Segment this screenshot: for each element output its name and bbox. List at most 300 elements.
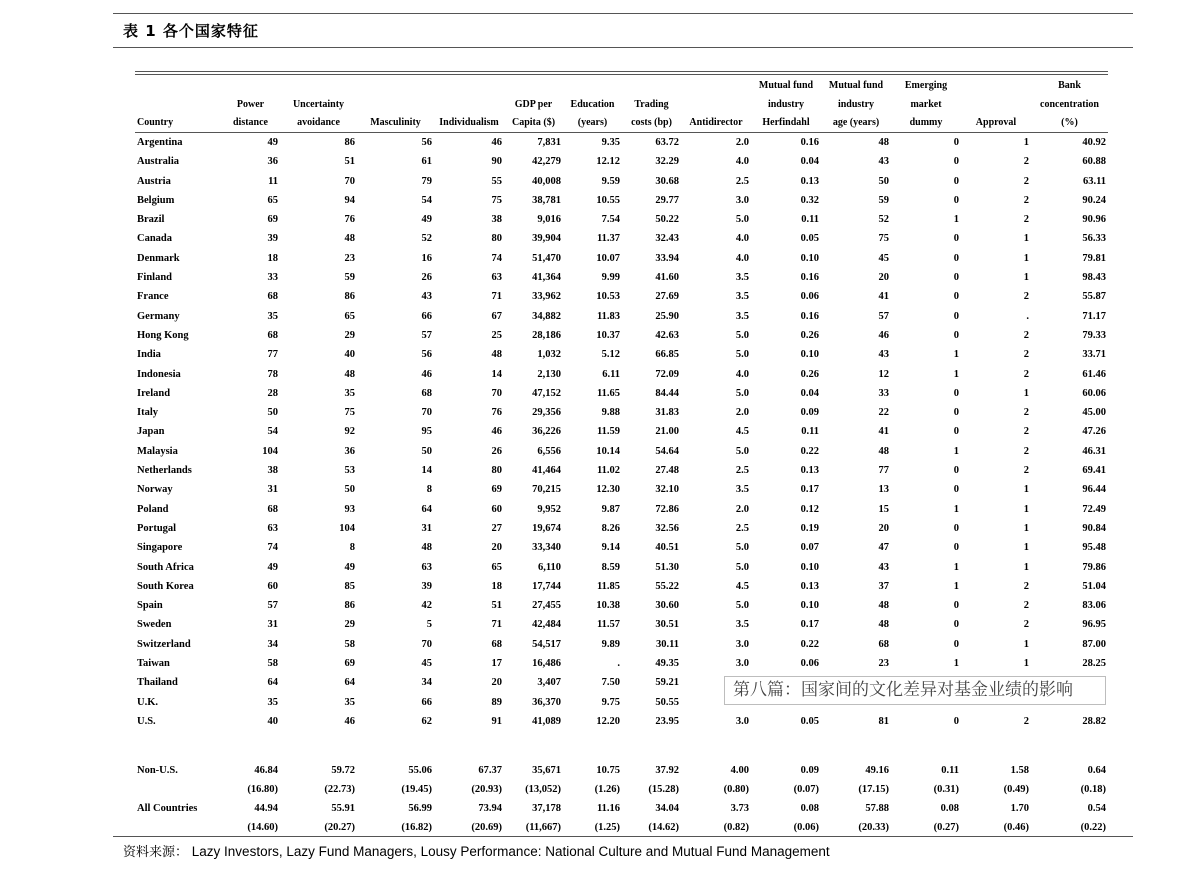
value-cell: 48 — [491, 349, 502, 361]
value-cell: 1 — [1023, 542, 1029, 554]
column-header: Uncertainty — [292, 99, 345, 110]
table-row — [135, 345, 1108, 364]
value-cell: 0.22 — [800, 445, 819, 457]
value-cell: 1 — [953, 349, 959, 361]
value-cell: 12.20 — [596, 715, 620, 727]
table-row — [135, 461, 1108, 480]
value-cell: 0 — [953, 619, 959, 631]
value-cell: 33,962 — [532, 291, 561, 303]
value-cell: 87.00 — [1082, 638, 1106, 650]
value-cell: 72.49 — [1082, 503, 1106, 515]
table-row — [135, 152, 1108, 171]
value-cell: 70 — [421, 407, 432, 419]
value-cell: 55.87 — [1082, 291, 1106, 303]
value-cell: 1 — [953, 658, 959, 670]
value-cell: 34 — [421, 677, 432, 689]
summary-value-cell: (0.27) — [933, 822, 959, 834]
value-cell: 72.86 — [655, 503, 679, 515]
value-cell: 54 — [421, 194, 432, 206]
value-cell: 78 — [267, 368, 278, 380]
summary-value-cell: 0.08 — [940, 803, 959, 815]
value-cell: 0 — [953, 291, 959, 303]
value-cell: 7.54 — [601, 214, 620, 226]
value-cell: 4.0 — [735, 368, 749, 380]
value-cell: 49 — [344, 561, 355, 573]
value-cell: 2 — [1023, 156, 1029, 168]
column-header — [563, 76, 622, 95]
value-cell: 48 — [344, 233, 355, 245]
value-cell: 28.25 — [1082, 658, 1106, 670]
value-cell: 1 — [1023, 137, 1029, 148]
column-header: market — [910, 99, 942, 110]
value-cell: 86 — [344, 137, 355, 148]
value-cell: 1 — [953, 580, 959, 592]
value-cell: 9.75 — [601, 696, 620, 708]
value-cell: 54 — [267, 426, 278, 438]
value-cell: 90.24 — [1082, 194, 1106, 206]
value-cell: 46 — [491, 426, 502, 438]
summary-value-cell: (16.82) — [401, 822, 432, 834]
value-cell: 66.85 — [655, 349, 679, 361]
table-row — [135, 403, 1108, 422]
value-cell: 8 — [426, 484, 432, 496]
value-cell: 40.92 — [1082, 137, 1106, 148]
table-row — [135, 422, 1108, 441]
country-cell: Japan — [137, 426, 165, 438]
value-cell: 68 — [491, 638, 502, 650]
value-cell: 41.60 — [655, 272, 679, 284]
value-cell: 2.5 — [735, 522, 749, 534]
value-cell: 5.0 — [735, 445, 749, 457]
value-cell: 80 — [491, 465, 502, 477]
summary-value-cell: 11.16 — [596, 803, 620, 815]
value-cell: 42 — [421, 600, 432, 612]
value-cell: 0 — [953, 484, 959, 496]
value-cell: 68 — [878, 638, 889, 650]
value-cell: 0.05 — [800, 233, 819, 245]
value-cell: 1 — [1023, 638, 1029, 650]
value-cell: 55 — [491, 175, 502, 187]
value-cell: 46 — [878, 329, 889, 341]
value-cell: 48 — [344, 368, 355, 380]
table-row — [135, 133, 1108, 153]
value-cell: 95.48 — [1082, 542, 1106, 554]
value-cell: 68 — [267, 329, 278, 341]
value-cell: 4.5 — [735, 580, 749, 592]
summary-value-cell: 57.88 — [865, 803, 889, 815]
summary-value-cell: (15.28) — [648, 784, 679, 796]
value-cell: 16,486 — [532, 658, 561, 670]
value-cell: 41,464 — [532, 465, 561, 477]
value-cell: 2 — [1023, 580, 1029, 592]
value-cell: 34 — [267, 638, 278, 650]
value-cell: 2 — [1023, 214, 1029, 226]
summary-value-cell: (0.06) — [793, 822, 819, 834]
summary-value-cell: (0.07) — [793, 784, 819, 796]
summary-value-cell: 37.92 — [655, 765, 679, 777]
table-row — [135, 615, 1108, 634]
summary-value-cell: 0.11 — [941, 765, 959, 777]
value-cell: 43 — [878, 156, 889, 168]
value-cell: 45.00 — [1082, 407, 1106, 419]
column-header: Emerging — [904, 80, 948, 91]
value-cell: 50.55 — [655, 696, 679, 708]
column-header: costs (bp) — [622, 114, 681, 133]
value-cell: 0 — [953, 465, 959, 477]
value-cell: 0.16 — [800, 272, 819, 284]
column-header: concentration — [1040, 99, 1099, 110]
value-cell: 63.11 — [1082, 175, 1106, 187]
value-cell: 69.41 — [1082, 465, 1106, 477]
value-cell: 12.12 — [596, 156, 620, 168]
value-cell: 20 — [878, 522, 889, 534]
value-cell: 91 — [491, 715, 502, 727]
value-cell: 42.63 — [655, 329, 679, 341]
value-cell: 2 — [1023, 426, 1029, 438]
value-cell: 68 — [421, 387, 432, 399]
value-cell: 0 — [953, 272, 959, 284]
value-cell: 9.14 — [601, 542, 620, 554]
country-cell: Ireland — [137, 387, 171, 399]
value-cell: 69 — [267, 214, 278, 226]
summary-row — [135, 780, 1108, 799]
value-cell: 45 — [421, 658, 432, 670]
value-cell: 71 — [491, 619, 502, 631]
table-row — [135, 500, 1108, 519]
value-cell: 11.02 — [596, 465, 620, 477]
summary-value-cell: (1.26) — [594, 784, 620, 796]
value-cell: 2 — [1023, 715, 1029, 727]
value-cell: 47 — [878, 542, 889, 554]
value-cell: 27.48 — [655, 465, 679, 477]
source-label: 资料来源： — [123, 845, 189, 860]
value-cell: 4.0 — [735, 233, 749, 245]
value-cell: 48 — [878, 445, 889, 457]
value-cell: 67 — [491, 310, 502, 322]
summary-value-cell: (20.27) — [324, 822, 355, 834]
country-cell: Norway — [137, 484, 173, 496]
table-row — [135, 365, 1108, 384]
summary-row — [135, 761, 1108, 780]
column-header — [504, 76, 563, 95]
summary-value-cell: 3.73 — [730, 803, 749, 815]
value-cell: 5.0 — [735, 600, 749, 612]
value-cell: 37 — [878, 580, 889, 592]
value-cell: 63.72 — [655, 137, 679, 148]
value-cell: 5.0 — [735, 214, 749, 226]
summary-value-cell: (20.69) — [471, 822, 502, 834]
value-cell: 30.11 — [655, 638, 679, 650]
country-cell: Taiwan — [137, 658, 170, 670]
value-cell: 36 — [344, 445, 355, 457]
value-cell: 23 — [344, 252, 355, 264]
value-cell: 9.99 — [601, 272, 620, 284]
country-cell: Austria — [137, 175, 171, 187]
table-row — [135, 249, 1108, 268]
value-cell: 4.0 — [735, 156, 749, 168]
value-cell: 6,556 — [537, 445, 561, 457]
value-cell: 23.95 — [655, 715, 679, 727]
value-cell: 60.06 — [1082, 387, 1106, 399]
table-row — [135, 287, 1108, 306]
summary-value-cell: (0.82) — [723, 822, 749, 834]
value-cell: 63 — [267, 522, 278, 534]
value-cell: 90 — [491, 156, 502, 168]
column-header: Herfindahl — [751, 114, 821, 133]
column-header: industry — [837, 99, 875, 110]
value-cell: 0.32 — [800, 194, 819, 206]
value-cell: 25.90 — [655, 310, 679, 322]
value-cell: 18 — [491, 580, 502, 592]
summary-value-cell: (19.45) — [401, 784, 432, 796]
country-cell: Poland — [137, 503, 169, 515]
summary-value-cell: (20.33) — [858, 822, 889, 834]
value-cell: 0.11 — [801, 214, 819, 226]
value-cell: 0.13 — [800, 465, 819, 477]
value-cell: 6,110 — [537, 561, 561, 573]
value-cell: 0.13 — [800, 175, 819, 187]
summary-value-cell: (0.80) — [723, 784, 749, 796]
value-cell: 0.22 — [800, 638, 819, 650]
summary-value-cell: (13,052) — [525, 784, 561, 796]
summary-value-cell: 46.84 — [254, 765, 278, 777]
value-cell: 45 — [878, 252, 889, 264]
value-cell: 2 — [1023, 349, 1029, 361]
value-cell: 4.0 — [735, 252, 749, 264]
value-cell: 0 — [953, 233, 959, 245]
heading-rule — [113, 47, 1133, 48]
value-cell: 20 — [878, 272, 889, 284]
value-cell: 65 — [267, 194, 278, 206]
column-header: Mutual fund — [758, 80, 814, 91]
value-cell: 36,226 — [532, 426, 561, 438]
table-summary — [135, 761, 1108, 837]
value-cell: 0.10 — [800, 561, 819, 573]
summary-value-cell: 55.06 — [408, 765, 432, 777]
summary-label-cell: Non-U.S. — [137, 765, 178, 777]
value-cell: 0.09 — [800, 407, 819, 419]
value-cell: 8.59 — [601, 561, 620, 573]
watermark-banner: 第八篇：国家间的文化差异对基金业绩的影响 — [724, 676, 1106, 705]
value-cell: 47,152 — [532, 387, 561, 399]
value-cell: 60 — [491, 503, 502, 515]
table-row — [135, 480, 1108, 499]
column-header: Mutual fund — [828, 80, 884, 91]
summary-value-cell: (1.25) — [594, 822, 620, 834]
value-cell: 86 — [344, 291, 355, 303]
value-cell: 2 — [1023, 329, 1029, 341]
value-cell: 2 — [1023, 194, 1029, 206]
value-cell: 95 — [421, 426, 432, 438]
value-cell: 10.53 — [596, 291, 620, 303]
value-cell: 50 — [878, 175, 889, 187]
column-header: Trading — [634, 99, 669, 110]
value-cell: 2 — [1023, 445, 1029, 457]
data-table — [135, 76, 1108, 837]
value-cell: 33.94 — [655, 252, 679, 264]
summary-value-cell: (14.60) — [247, 822, 278, 834]
value-cell: 86 — [344, 600, 355, 612]
value-cell: 49 — [267, 561, 278, 573]
column-header — [434, 76, 504, 95]
value-cell: 11.57 — [596, 619, 620, 631]
value-cell: 53 — [344, 465, 355, 477]
value-cell: 5.0 — [735, 349, 749, 361]
country-cell: Thailand — [137, 677, 178, 689]
value-cell: 1 — [1023, 503, 1029, 515]
country-cell: Singapore — [137, 542, 183, 554]
value-cell: 63 — [491, 272, 502, 284]
value-cell: 0.06 — [800, 291, 819, 303]
value-cell: 0 — [953, 426, 959, 438]
summary-value-cell: 55.91 — [331, 803, 355, 815]
summary-value-cell: (0.46) — [1003, 822, 1029, 834]
column-header: industry — [767, 99, 805, 110]
value-cell: 2 — [1023, 600, 1029, 612]
value-cell: 49 — [421, 214, 432, 226]
value-cell: 2 — [1023, 291, 1029, 303]
summary-value-cell: 0.09 — [800, 765, 819, 777]
value-cell: 69 — [491, 484, 502, 496]
value-cell: 33,340 — [532, 542, 561, 554]
table-bottom-rule — [113, 836, 1133, 837]
column-header: Masculinity — [357, 114, 434, 133]
value-cell: 33 — [878, 387, 889, 399]
value-cell: 15 — [878, 503, 889, 515]
value-cell: 52 — [421, 233, 432, 245]
value-cell: 36,370 — [532, 696, 561, 708]
header-row — [135, 114, 1108, 133]
value-cell: 2.5 — [735, 465, 749, 477]
value-cell: 1 — [953, 214, 959, 226]
value-cell: 14 — [421, 465, 432, 477]
value-cell: 3.5 — [735, 619, 749, 631]
source-text: Lazy Investors, Lazy Fund Managers, Lousy Performance: National Culture and Mutual Fund Management — [191, 844, 830, 859]
value-cell: 42,279 — [532, 156, 561, 168]
summary-value-cell: (0.49) — [1003, 784, 1029, 796]
value-cell: 3.5 — [735, 310, 749, 322]
value-cell: 71.17 — [1082, 310, 1106, 322]
value-cell: 31 — [267, 484, 278, 496]
top-rule — [113, 13, 1133, 14]
value-cell: 32.56 — [655, 522, 679, 534]
country-cell: South Africa — [137, 561, 194, 573]
value-cell: 48 — [878, 137, 889, 148]
country-cell: U.S. — [137, 715, 156, 727]
value-cell: 57 — [421, 329, 432, 341]
table-row — [135, 229, 1108, 248]
value-cell: 0 — [953, 522, 959, 534]
summary-value-cell: 73.94 — [478, 803, 502, 815]
table-body — [135, 133, 1108, 762]
value-cell: 31.83 — [655, 407, 679, 419]
table-top-rule — [135, 71, 1108, 72]
value-cell: 32.29 — [655, 156, 679, 168]
value-cell: 35 — [267, 696, 278, 708]
value-cell: 65 — [491, 561, 502, 573]
value-cell: 48 — [878, 619, 889, 631]
value-cell: 65 — [344, 310, 355, 322]
value-cell: 9.59 — [601, 175, 620, 187]
value-cell: . — [1026, 310, 1029, 322]
summary-value-cell: (0.18) — [1080, 784, 1106, 796]
value-cell: 43 — [421, 291, 432, 303]
value-cell: 30.51 — [655, 619, 679, 631]
value-cell: 26 — [421, 272, 432, 284]
value-cell: 104 — [262, 445, 278, 457]
country-cell: Germany — [137, 310, 180, 322]
value-cell: 3.0 — [735, 658, 749, 670]
country-cell: Indonesia — [137, 368, 181, 380]
summary-value-cell: (11,667) — [525, 822, 561, 834]
column-header — [357, 76, 434, 95]
summary-value-cell: 1.58 — [1010, 765, 1029, 777]
value-cell: 79.33 — [1082, 329, 1106, 341]
value-cell: 29.77 — [655, 194, 679, 206]
value-cell: 2 — [1023, 465, 1029, 477]
value-cell: 90.84 — [1082, 522, 1106, 534]
value-cell: 0.17 — [800, 484, 819, 496]
value-cell: 0.10 — [800, 349, 819, 361]
value-cell: 50 — [344, 484, 355, 496]
summary-value-cell: 0.54 — [1087, 803, 1106, 815]
summary-value-cell: 44.94 — [254, 803, 278, 815]
value-cell: 26 — [491, 445, 502, 457]
column-header — [221, 76, 280, 95]
value-cell: 76 — [491, 407, 502, 419]
value-cell: 10.14 — [596, 445, 620, 457]
value-cell: 43 — [878, 561, 889, 573]
value-cell: 2 — [1023, 368, 1029, 380]
value-cell: 71 — [491, 291, 502, 303]
value-cell: 29,356 — [532, 407, 561, 419]
value-cell: 12 — [878, 368, 889, 380]
value-cell: 59 — [878, 194, 889, 206]
column-header — [135, 76, 221, 95]
table-row — [135, 191, 1108, 210]
value-cell: 51.04 — [1082, 580, 1106, 592]
value-cell: 0 — [953, 156, 959, 168]
value-cell: 5 — [426, 619, 432, 631]
value-cell: 43 — [878, 349, 889, 361]
value-cell: 10.38 — [596, 600, 620, 612]
value-cell: 79.81 — [1082, 252, 1106, 264]
column-header — [135, 95, 221, 114]
value-cell: 48 — [878, 600, 889, 612]
value-cell: 0.04 — [800, 156, 819, 168]
value-cell: 79 — [421, 175, 432, 187]
summary-value-cell: 10.75 — [596, 765, 620, 777]
value-cell: 3.5 — [735, 484, 749, 496]
value-cell: 28,186 — [532, 329, 561, 341]
summary-value-cell: (20.93) — [471, 784, 502, 796]
value-cell: 50.22 — [655, 214, 679, 226]
value-cell: 1,032 — [537, 349, 561, 361]
value-cell: 8 — [349, 542, 355, 554]
table-row — [135, 712, 1108, 731]
value-cell: 56 — [421, 137, 432, 148]
value-cell: 1 — [953, 503, 959, 515]
value-cell: 7.50 — [601, 677, 620, 689]
summary-value-cell: 59.72 — [331, 765, 355, 777]
table-row — [135, 519, 1108, 538]
column-header: distance — [221, 114, 280, 133]
value-cell: 6.11 — [602, 368, 620, 380]
column-header: Capita ($) — [504, 114, 563, 133]
value-cell: 2.0 — [735, 503, 749, 515]
value-cell: 58 — [267, 658, 278, 670]
value-cell: 31 — [421, 522, 432, 534]
